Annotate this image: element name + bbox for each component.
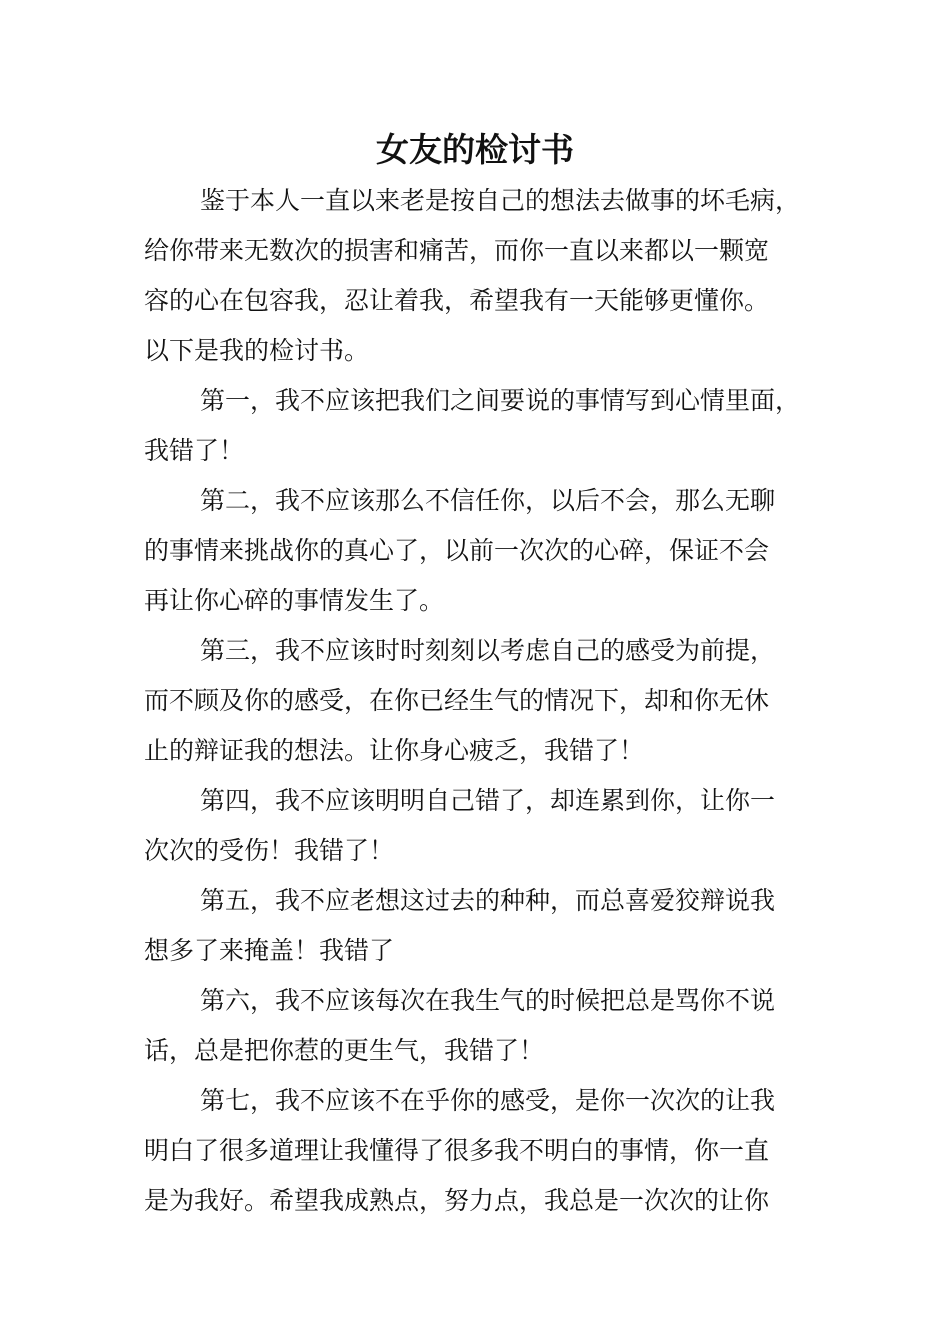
body-line: 话，总是把你惹的更生气，我错了！	[144, 1036, 545, 1065]
body-line: 再让你心碎的事情发生了。	[144, 586, 445, 615]
body-line: 次次的受伤！我错了！	[144, 836, 395, 865]
body-line: 止的辩证我的想法。让你身心疲乏，我错了！	[144, 736, 645, 765]
body-line: 第三，我不应该时时刻刻以考虑自己的感受为前提，	[200, 636, 776, 665]
body-line: 的事情来挑战你的真心了，以前一次次的心碎，保证不会	[144, 536, 770, 565]
body-line: 鉴于本人一直以来老是按自己的想法去做事的坏毛病，	[200, 186, 801, 215]
body-line: 明白了很多道理让我懂得了很多我不明白的事情，你一直	[144, 1136, 770, 1165]
document-body	[144, 176, 808, 1226]
document-title: 女友的检讨书	[376, 130, 574, 169]
body-line: 容的心在包容我，忍让着我，希望我有一天能够更懂你。	[144, 286, 770, 315]
body-line: 想多了来掩盖！我错了	[144, 936, 395, 965]
body-line: 第七，我不应该不在乎你的感受，是你一次次的让我	[200, 1086, 776, 1115]
body-line: 我错了！	[144, 436, 245, 465]
body-line: 第一，我不应该把我们之间要说的事情写到心情里面，	[200, 386, 801, 415]
body-line: 给你带来无数次的损害和痛苦，而你一直以来都以一颗宽	[144, 236, 770, 265]
body-line: 而不顾及你的感受，在你已经生气的情况下，却和你无休	[144, 686, 770, 715]
body-line: 以下是我的检讨书。	[144, 336, 370, 365]
body-line: 第四，我不应该明明自己错了，却连累到你，让你一	[200, 786, 776, 815]
body-line: 第六，我不应该每次在我生气的时候把总是骂你不说	[200, 986, 776, 1015]
body-line: 是为我好。希望我成熟点，努力点，我总是一次次的让你	[144, 1186, 770, 1215]
body-line: 第五，我不应老想这过去的种种，而总喜爱狡辩说我	[200, 886, 776, 915]
body-line: 第二，我不应该那么不信任你，以后不会，那么无聊	[200, 486, 776, 515]
